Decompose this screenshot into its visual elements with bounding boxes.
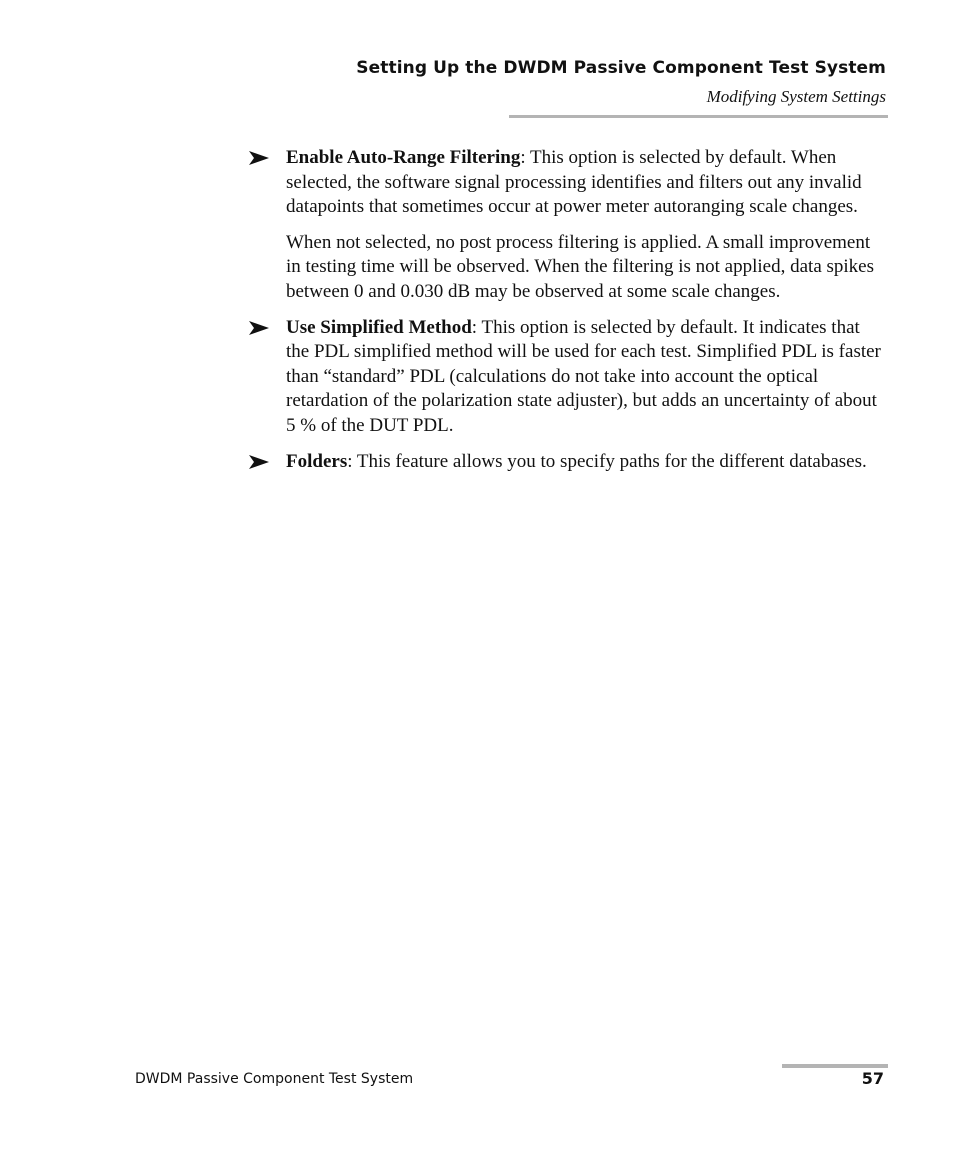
bullet-text: : This feature allows you to specify paths for the different databases. [347,450,867,472]
bullet-paragraph [286,450,886,475]
body-content [286,146,886,485]
running-header-title: Setting Up the DWDM Passive Component Test System [356,58,886,78]
bullet-term: Enable Auto-Range Filtering [286,147,521,168]
bullet-text: : This option is selected by default. It indicates that the PDL simplified method will be used for each test. Simplified PDL is faster than “standard” PDL (calculations do not take into account the optical retardation of the polarization state adjuster), but adds an uncertainty of about 5 % of the DUT PDL. [286,316,881,436]
page-number: 57 [861,1069,884,1088]
bullet-folders [286,450,886,475]
bullet-text: : This option is selected by default. When selected, the software signal processing identifies and filters out any invalid datapoints that sometimes occur at power meter autoranging scale changes. [286,147,862,218]
arrowhead-bullet-icon [249,321,269,335]
bullet-auto-range-filtering [286,146,886,305]
running-header-subtitle: Modifying System Settings [706,87,886,106]
bullet-extra-paragraph: When not selected, no post process filtering is applied. A small improvement in testing time will be observed. When the filtering is not applied, data spikes between 0 and 0.030 dB may be observed at some scale changes. [286,231,874,302]
arrowhead-bullet-icon [249,455,269,469]
header-rule [509,115,888,118]
bullet-use-simplified-method [286,316,886,439]
bullet-term: Use Simplified Method [286,316,472,338]
footer-rule [782,1064,888,1068]
footer-document-name: DWDM Passive Component Test System [135,1071,414,1087]
bullet-term: Folders [286,450,348,472]
bullet-paragraph [286,146,886,220]
arrowhead-bullet-icon [249,151,269,165]
bullet-paragraph [286,316,886,439]
